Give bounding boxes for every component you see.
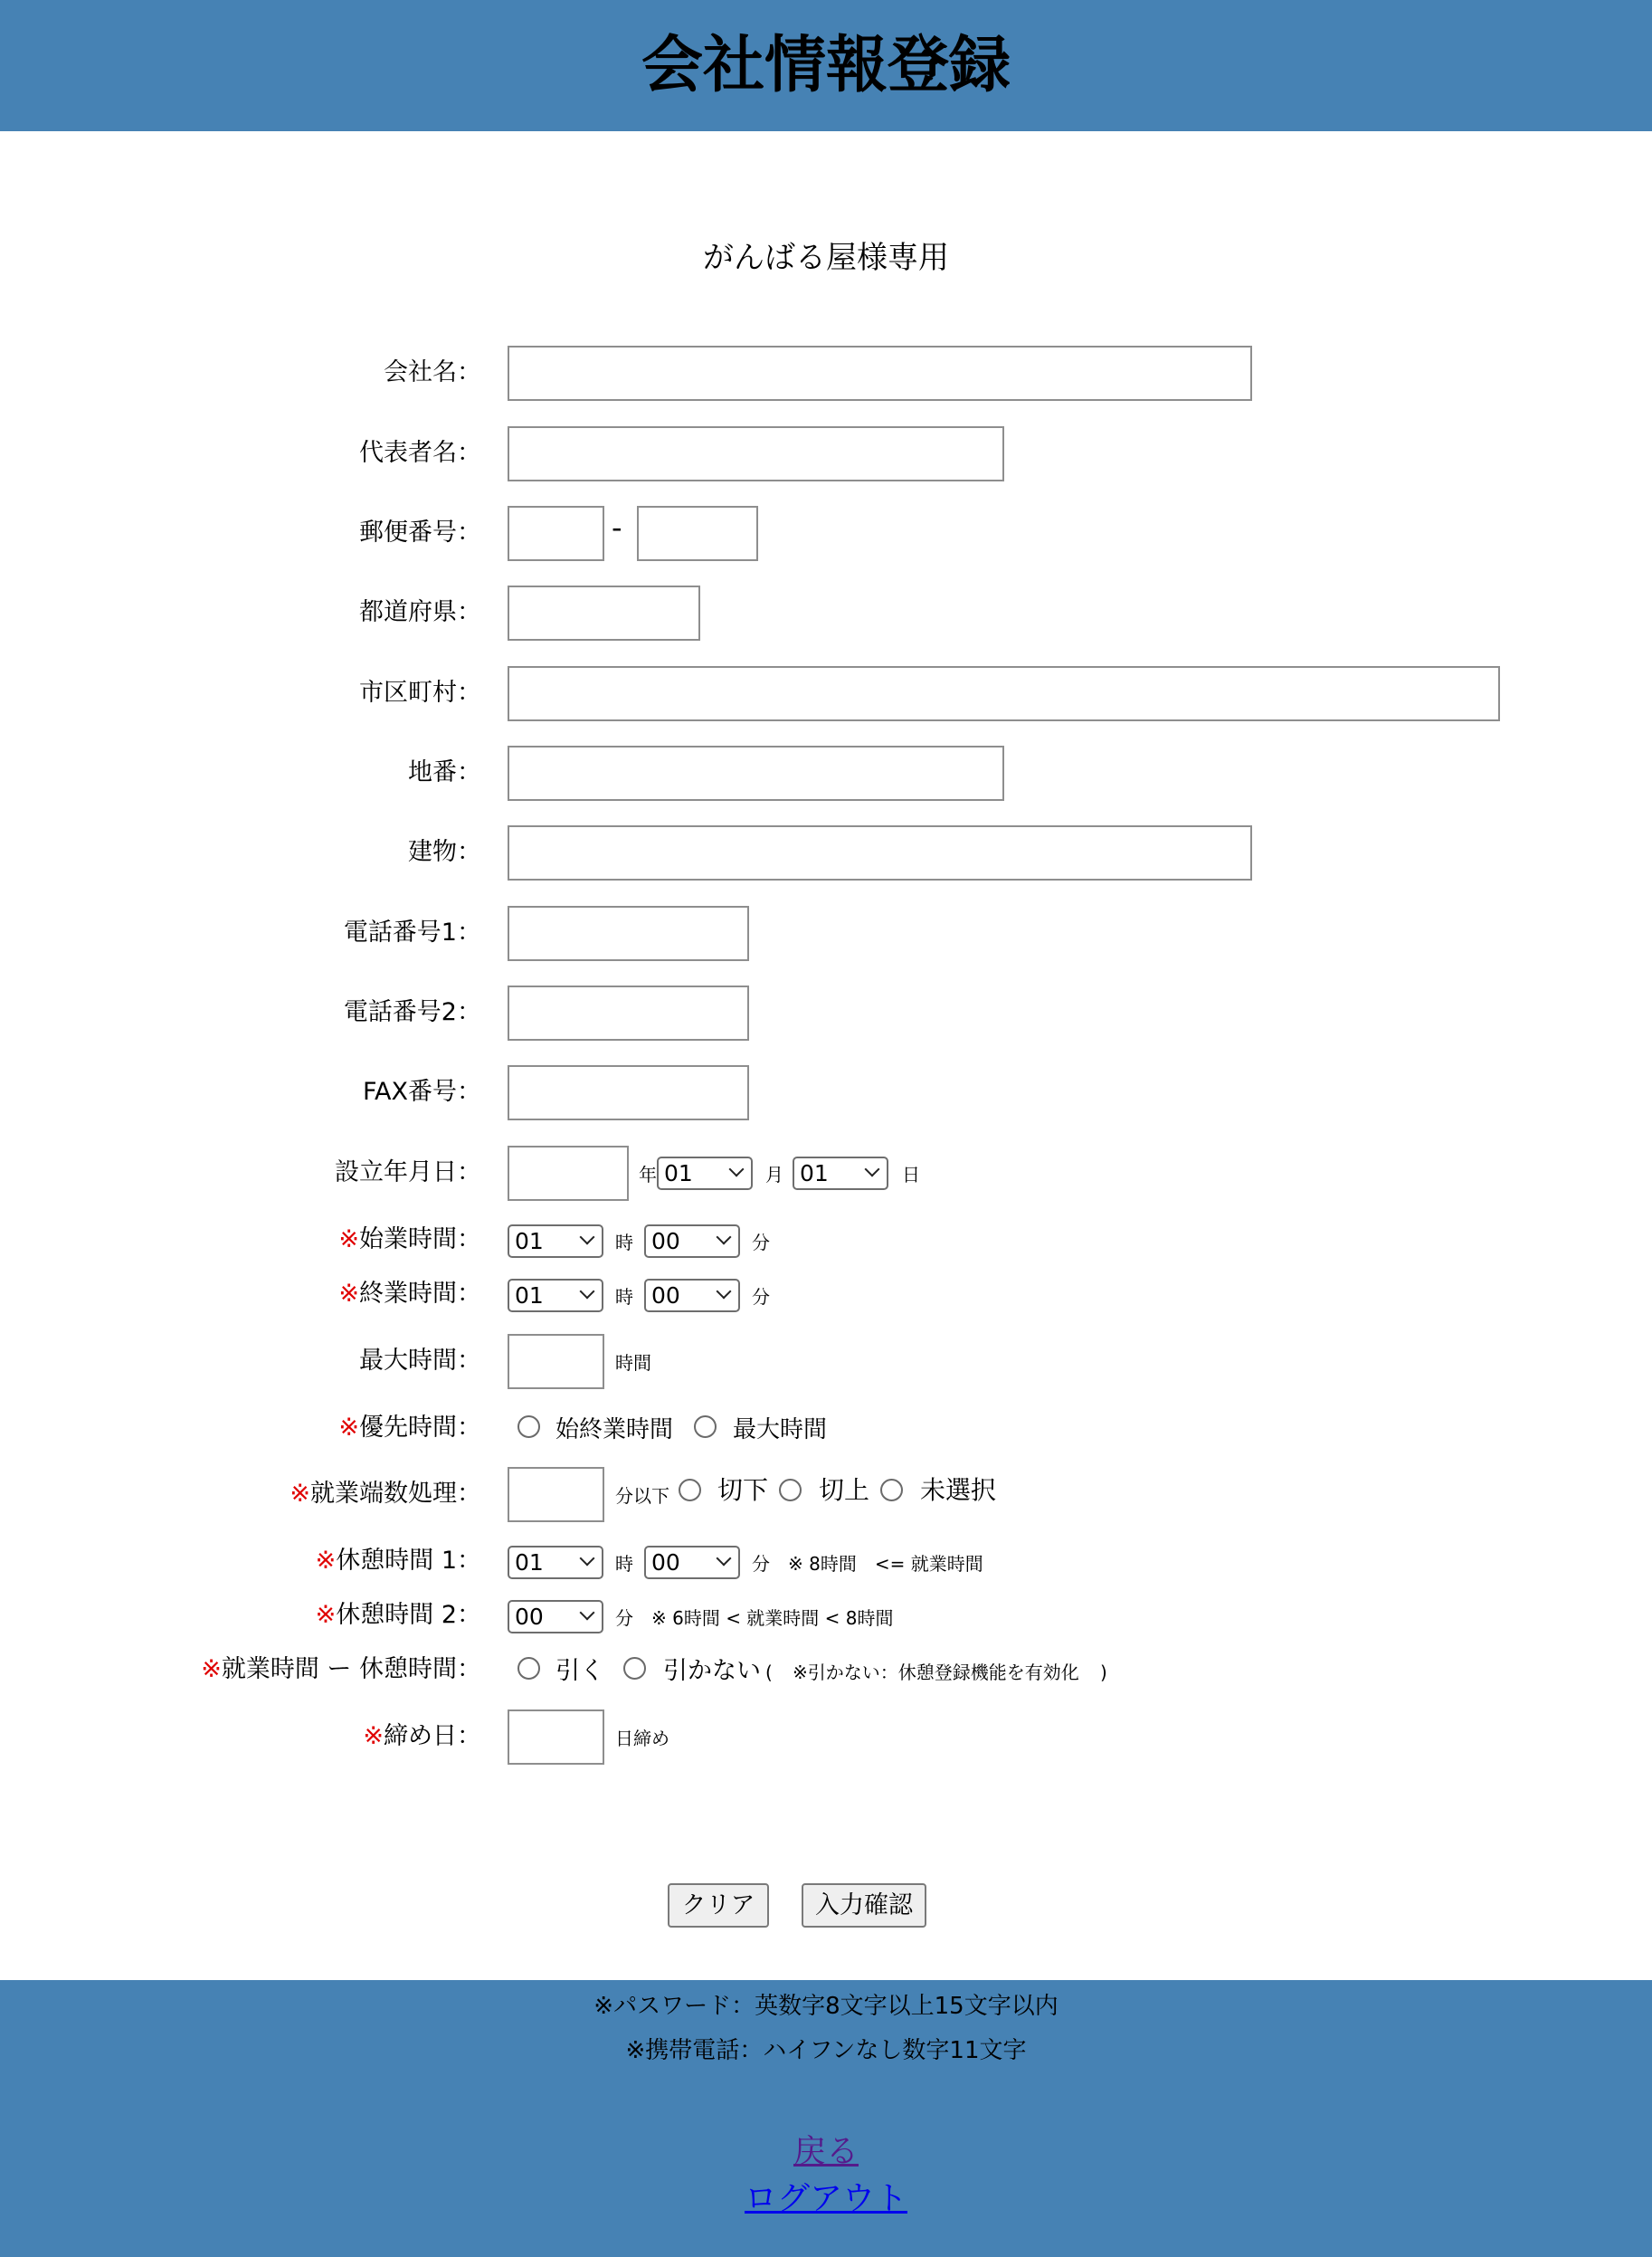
break1-label — [316, 1546, 481, 1576]
phone1-label: 電話番号1： — [343, 919, 481, 947]
start-hour-select-wrap[interactable] — [508, 1224, 603, 1258]
password-note: ※パスワード：英数字8文字以上15文字以内 — [593, 1993, 1059, 2020]
priority-start-end-radio[interactable] — [517, 1415, 540, 1438]
end-minute-select-wrap[interactable] — [644, 1279, 740, 1312]
break1-hour-select-wrap[interactable] — [508, 1546, 603, 1579]
confirm-button[interactable]: 入力確認 — [802, 1883, 926, 1928]
city-label: 市区町村： — [359, 679, 481, 707]
logout-link[interactable] — [0, 2178, 1652, 2220]
month-unit: 月 — [765, 1164, 783, 1186]
break1-minute-select-wrap[interactable] — [644, 1546, 740, 1579]
page-footer — [0, 1980, 1652, 2257]
founded-month-select-wrap[interactable] — [657, 1157, 753, 1190]
end-minute-select[interactable] — [644, 1279, 740, 1312]
city-input[interactable] — [508, 666, 1500, 721]
subtract-note-open: ( — [765, 1662, 773, 1683]
round-up-radio[interactable] — [779, 1479, 802, 1501]
required-mark: ※ — [338, 1280, 359, 1308]
start-minute-unit: 分 — [752, 1232, 770, 1253]
break2-minute-select[interactable] — [508, 1600, 603, 1633]
break2-minute-unit: 分 — [615, 1607, 633, 1629]
postal-code-label: 郵便番号： — [359, 519, 481, 547]
required-mark: ※ — [201, 1655, 222, 1683]
fax-input[interactable] — [508, 1065, 749, 1120]
rounding-minutes-input[interactable] — [508, 1467, 604, 1522]
start-hour-unit: 時 — [615, 1232, 633, 1253]
break1-note: ※ 8時間 <= 就業時間 — [788, 1553, 983, 1575]
end-hour-select[interactable] — [508, 1279, 603, 1312]
break2-note: ※ 6時間 < 就業時間 < 8時間 — [651, 1607, 894, 1629]
required-mark: ※ — [315, 1547, 337, 1575]
phone1-input[interactable] — [508, 906, 749, 961]
address-number-label: 地番： — [408, 758, 481, 786]
subtract-yes-radio[interactable] — [517, 1657, 540, 1680]
subtract-no-radio[interactable] — [623, 1657, 646, 1680]
postal-code-separator: - — [612, 510, 622, 545]
subtract-break-label — [201, 1654, 481, 1685]
required-mark: ※ — [315, 1601, 337, 1629]
break2-label — [316, 1600, 481, 1631]
subtract-note: ※引かない：休憩登録機能を有効化 — [793, 1662, 1079, 1683]
postal-code-second-input[interactable] — [637, 506, 758, 561]
round-none-label: 未選択 — [920, 1475, 997, 1505]
start-minute-select-wrap[interactable] — [644, 1224, 740, 1258]
closing-day-label-text: 締め日： — [384, 1722, 481, 1750]
rounding-unit: 分以下 — [615, 1485, 669, 1507]
subtract-no-label: 引かない — [663, 1657, 761, 1685]
page-header — [0, 0, 1652, 131]
logout-link-text[interactable]: ログアウト — [744, 2180, 907, 2217]
page-title: 会社情報登録 — [641, 30, 1011, 101]
postal-code-first-input[interactable] — [508, 506, 604, 561]
back-link[interactable] — [0, 2131, 1652, 2173]
round-down-label: 切下 — [717, 1475, 769, 1505]
required-mark: ※ — [338, 1414, 359, 1442]
representative-label: 代表者名： — [359, 439, 481, 467]
mobile-phone-note: ※携帯電話：ハイフンなし数字11文字 — [625, 2037, 1027, 2064]
prefecture-label: 都道府県： — [359, 598, 481, 626]
break2-label-text: 休憩時間 2： — [336, 1601, 481, 1629]
subtract-break-label-text: 就業時間 ー 休憩時間： — [221, 1655, 481, 1683]
end-hour-select-wrap[interactable] — [508, 1279, 603, 1312]
start-time-label — [338, 1224, 481, 1255]
building-label: 建物： — [408, 838, 481, 866]
founded-month-select[interactable] — [657, 1157, 753, 1190]
break1-minute-select[interactable] — [644, 1546, 740, 1579]
closing-day-unit: 日締め — [615, 1728, 669, 1749]
representative-input[interactable] — [508, 426, 1004, 481]
phone2-input[interactable] — [508, 986, 749, 1041]
clear-button[interactable]: クリア — [668, 1883, 769, 1928]
rounding-label — [290, 1479, 481, 1509]
max-time-input[interactable] — [508, 1334, 604, 1389]
start-time-label-text: 始業時間： — [359, 1225, 481, 1253]
priority-max-label: 最大時間 — [733, 1416, 828, 1443]
rounding-label-text: 就業端数処理： — [310, 1480, 481, 1508]
priority-max-radio[interactable] — [694, 1415, 717, 1438]
round-none-radio[interactable] — [880, 1479, 903, 1501]
end-time-label-text: 終業時間： — [359, 1280, 481, 1308]
start-hour-select[interactable] — [508, 1224, 603, 1258]
year-unit: 年 — [639, 1164, 657, 1186]
priority-time-label-text: 優先時間： — [359, 1414, 481, 1442]
required-mark: ※ — [290, 1480, 310, 1508]
founded-date-label: 設立年月日： — [335, 1158, 481, 1186]
end-time-label — [338, 1279, 481, 1309]
end-minute-unit: 分 — [752, 1286, 770, 1308]
break1-minute-unit: 分 — [752, 1553, 770, 1575]
building-input[interactable] — [508, 825, 1252, 881]
closing-day-input[interactable] — [508, 1709, 604, 1765]
start-minute-select[interactable] — [644, 1224, 740, 1258]
max-time-unit: 時間 — [615, 1352, 651, 1374]
required-mark: ※ — [363, 1722, 384, 1750]
end-hour-unit: 時 — [615, 1286, 633, 1308]
priority-start-end-label: 始終業時間 — [555, 1416, 674, 1443]
company-name-label: 会社名： — [384, 358, 481, 386]
break1-hour-unit: 時 — [615, 1553, 633, 1575]
back-link-text[interactable]: 戻る — [793, 2133, 859, 2170]
required-mark: ※ — [338, 1225, 359, 1253]
prefecture-input[interactable] — [508, 586, 700, 641]
page-subtitle: がんばる屋様専用 — [703, 240, 949, 276]
subtract-yes-label: 引く — [555, 1657, 604, 1685]
closing-day-label — [363, 1721, 481, 1752]
founded-year-input[interactable] — [508, 1146, 629, 1201]
break1-hour-select[interactable] — [508, 1546, 603, 1579]
founded-day-select[interactable] — [793, 1157, 888, 1190]
fax-label: FAX番号： — [362, 1078, 481, 1106]
max-time-label: 最大時間： — [359, 1347, 481, 1375]
priority-time-label — [338, 1413, 481, 1443]
break2-minute-select-wrap[interactable] — [508, 1600, 603, 1633]
address-number-input[interactable] — [508, 746, 1004, 801]
phone2-label: 電話番号2： — [343, 998, 481, 1026]
day-unit: 日 — [902, 1164, 920, 1186]
round-up-label: 切上 — [819, 1475, 870, 1505]
subtract-note-close: ) — [1100, 1662, 1107, 1683]
round-down-radio[interactable] — [679, 1479, 701, 1501]
company-name-input[interactable] — [508, 346, 1252, 401]
founded-day-select-wrap[interactable] — [793, 1157, 888, 1190]
break1-label-text: 休憩時間 1： — [336, 1547, 481, 1575]
